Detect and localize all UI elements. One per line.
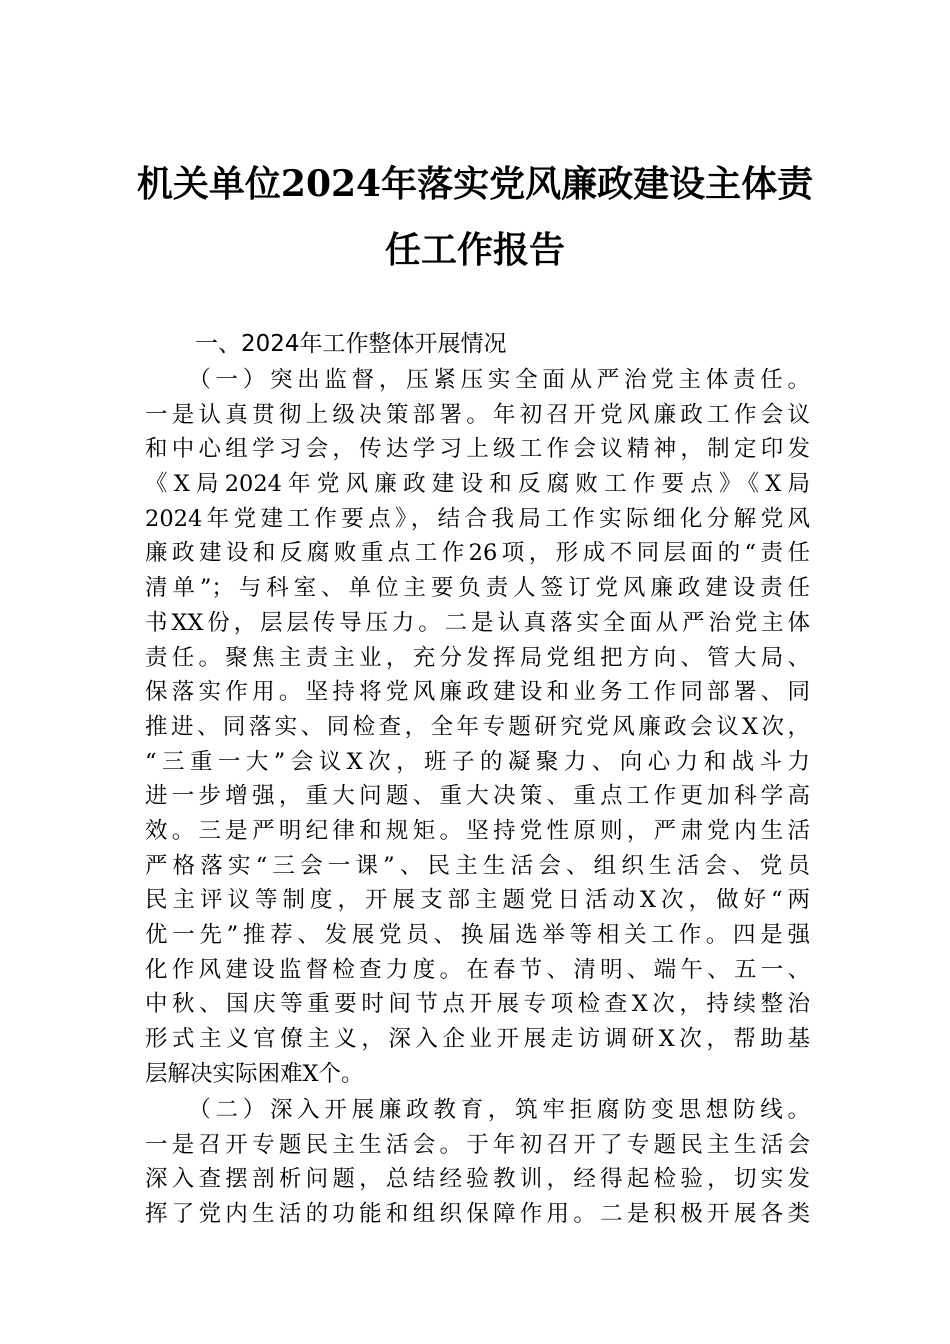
text-line: （一）突出监督，压紧压实全面从严治党主体责任。 — [145, 367, 810, 393]
text-line: 保落实作用。坚持将党风廉政建设和业务工作同部署、同 — [145, 679, 810, 706]
text-line: 效。三是严明纪律和规矩。坚持党性原则，严肃党内生活 — [145, 817, 810, 844]
section-heading: 一、2024年工作整体开展情况 — [195, 331, 507, 357]
text-line: 责任。聚焦主责主业，充分发挥局党组把方向、管大局、 — [145, 644, 810, 671]
body-paragraph-1 — [145, 363, 810, 1091]
text-line: 中秋、国庆等重要时间节点开展专项检查X次，持续整治 — [145, 991, 810, 1018]
text-line: （二）深入开展廉政教育，筑牢拒腐防变思想防线。 — [145, 1097, 810, 1123]
text-line: 层解决实际困难X个。 — [145, 1060, 364, 1087]
text-line: 严格落实“三会一课”、民主生活会、组织生活会、党员 — [145, 852, 810, 879]
text-line: 清单”；与科室、单位主要负责人签订党风廉政建设责任 — [145, 575, 810, 602]
text-line: 一是召开专题民主生活会。于年初召开了专题民主生活会 — [145, 1131, 810, 1158]
text-line: 进一步增强，重大问题、重大决策、重点工作更加科学高 — [145, 783, 810, 810]
text-line: 一是认真贯彻上级决策部署。年初召开党风廉政工作会议 — [145, 401, 810, 428]
document-title-line-2: 任工作报告 — [384, 229, 565, 271]
text-line: 书XX份，层层传导压力。二是认真落实全面从严治党主体 — [145, 609, 810, 636]
text-line: 2024年党建工作要点》，结合我局工作实际细化分解党风 — [145, 505, 810, 532]
text-line: 形式主义官僚主义，深入企业开展走访调研X次，帮助基 — [145, 1026, 810, 1053]
text-line: 和中心组学习会，传达学习上级工作会议精神，制定印发 — [145, 436, 810, 463]
text-line: 民主评议等制度，开展支部主题党日活动X次，做好“两 — [145, 887, 810, 914]
text-line: 挥了党内生活的功能和组织保障作用。二是积极开展各类 — [145, 1201, 810, 1228]
text-line: 《X局2024年党风廉政建设和反腐败工作要点》《X局 — [145, 471, 810, 498]
text-line: 廉政建设和反腐败重点工作26项，形成不同层面的“责任 — [145, 540, 810, 567]
text-line: “三重一大”会议X次，班子的凝聚力、向心力和战斗力 — [145, 748, 810, 775]
text-line: 化作风建设监督检查力度。在春节、清明、端午、五一、 — [145, 956, 810, 983]
text-line: 深入查摆剖析问题，总结经验教训，经得起检验，切实发 — [145, 1166, 810, 1193]
document-title-line-1: 机关单位2024年落实党风廉政建设主体责 — [136, 163, 814, 205]
text-line: 优一先”推荐、发展党员、换届选举等相关工作。四是强 — [145, 922, 810, 948]
body-paragraph-2 — [145, 1093, 810, 1232]
text-line: 推进、同落实、同检查，全年专题研究党风廉政会议X次， — [145, 713, 810, 740]
